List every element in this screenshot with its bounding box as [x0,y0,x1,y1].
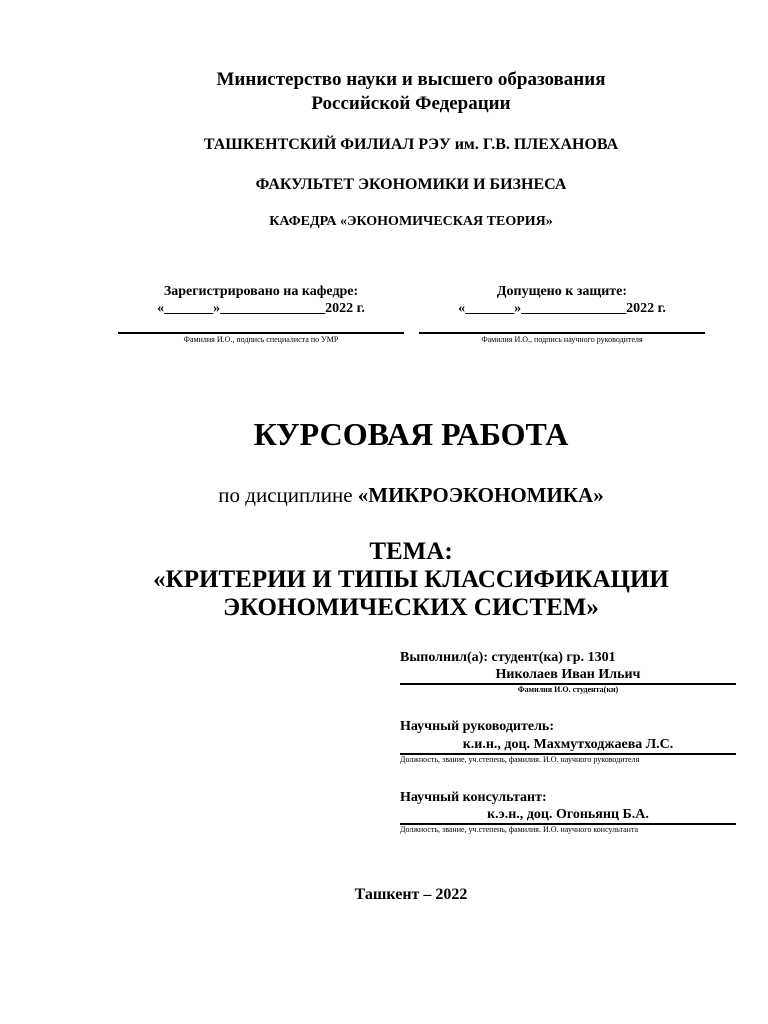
theme-label: ТЕМА: [369,538,453,565]
supervisor-label: Научный руководитель: [400,719,554,734]
registration-right-date: «_______»_______________2022 г. [458,301,666,316]
registration-left-signature-line [118,332,404,334]
consultant-caption: Должность, звание, уч.степень, фамилия. И.О. научного консультанта [400,825,639,834]
consultant-label: Научный консультант: [400,790,547,805]
registration-right [419,283,705,317]
student-name: Николаев Иван Ильич [400,666,736,685]
registration-right-signature-line [419,332,705,334]
student-caption: Фамилия И.О. студента(ки) [517,685,619,694]
registration-left-caption: Фамилия И.О., подпись специалиста по УМР [183,335,339,344]
theme-line-1: «КРИТЕРИИ И ТИПЫ КЛАССИФИКАЦИИ [153,566,669,593]
discipline-name: «МИКРОЭКОНОМИКА» [357,483,604,507]
theme-block [0,538,768,622]
registration-right-label: Допущено к защите: [496,284,628,299]
theme-line-2: ЭКОНОМИЧЕСКИХ СИСТЕМ» [223,594,599,621]
ministry-heading [0,68,768,116]
registration-left-date: «_______»_______________2022 г. [157,301,365,316]
department-name: КАФЕДРА «ЭКОНОМИЧЕСКАЯ ТЕОРИЯ» [269,214,553,229]
discipline-prefix: по дисциплине [218,483,358,507]
supervisor-caption: Должность, звание, уч.степень, фамилия. И.О. научного руководителя [400,755,640,764]
document-title: КУРСОВАЯ РАБОТА [253,416,569,452]
branch-name: ТАШКЕНТСКИЙ ФИЛИАЛ РЭУ им. Г.В. ПЛЕХАНОВА [203,136,619,153]
student-label: Выполнил(а): студент(ка) гр. 1301 [400,650,616,665]
registration-left [118,283,404,317]
city-year: Ташкент – 2022 [354,886,468,903]
ministry-line-2: Российской Федерации [311,93,511,114]
registration-left-label: Зарегистрировано на кафедре: [163,284,359,299]
ministry-line-1: Министерство науки и высшего образования [216,69,606,90]
discipline-line [0,483,768,508]
registration-right-caption: Фамилия И.О., подпись научного руководителя [481,335,643,344]
supervisor-name: к.и.н., доц. Махмутходжаева Л.С. [400,736,736,755]
consultant-name: к.э.н., доц. Огоньянц Б.А. [400,806,736,825]
faculty-name: ФАКУЛЬТЕТ ЭКОНОМИКИ И БИЗНЕСА [255,176,567,193]
